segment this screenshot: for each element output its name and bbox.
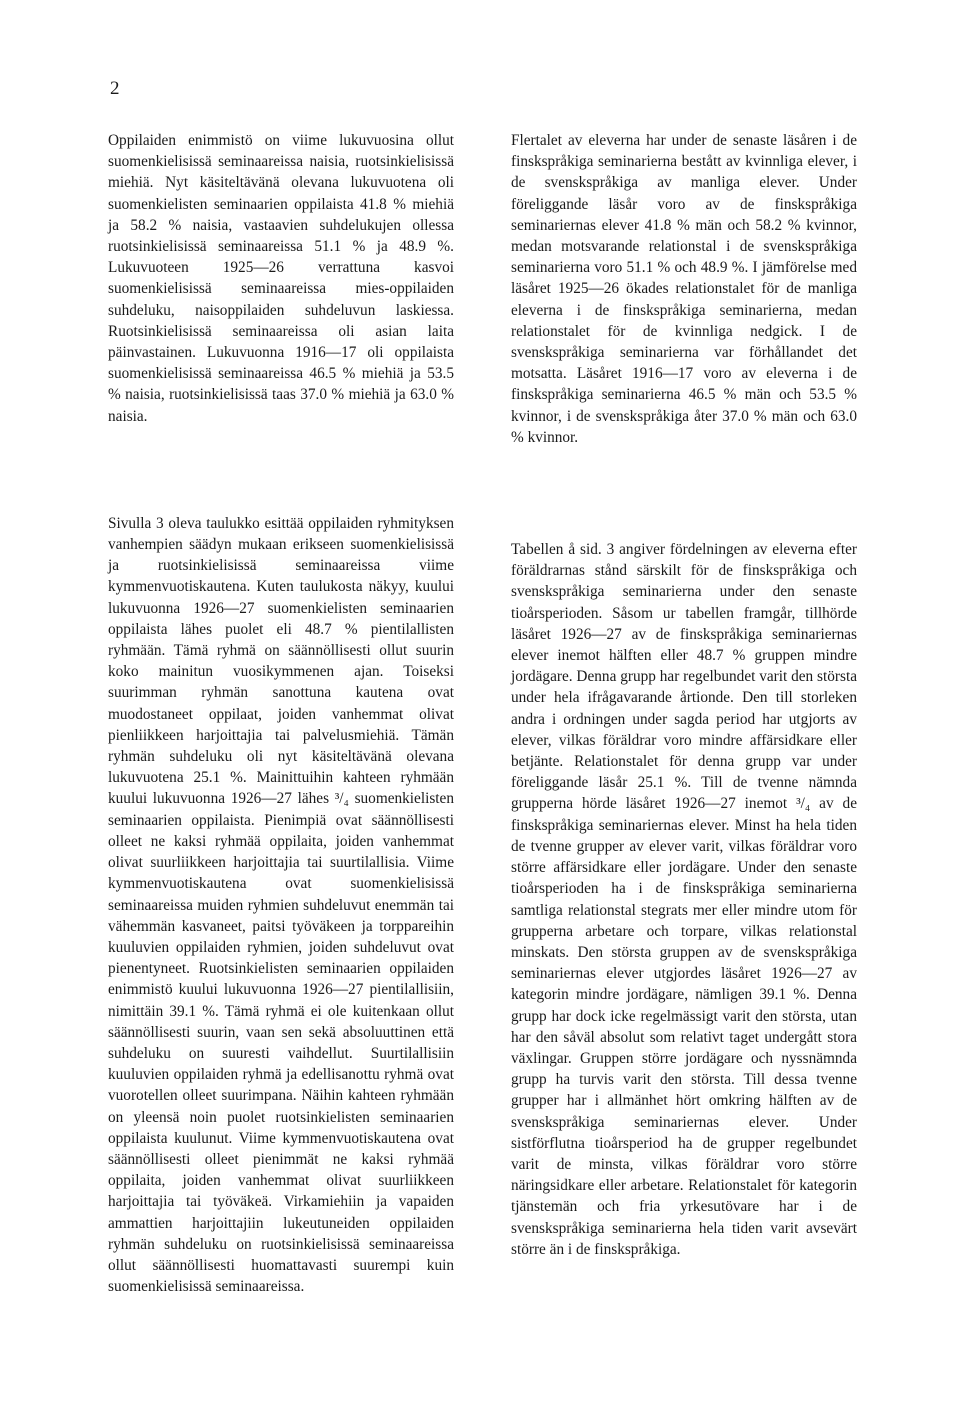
page-number: 2: [110, 78, 120, 99]
finnish-paragraph-gender: Oppilaiden enimmistö on viime lukuvuosina ollut suomenkielisissä seminaareissa naisia, ruotsinkielisissä miehiä. Nyt käsiteltävänä olevana lukuvuotena oli suomenkielisten seminaarien oppilaista 41.8 % miehiä ja 58.2 % naisia, vastaavien suhdelukujen ollessa ruotsinkielisissä seminaareissa 51.1 % ja 48.9 %. Lukuvuoteen 1925—26 verrattuna kasvoi suomenkielisissä seminaareissa mies-oppilaiden suhdeluku, naisoppilaiden suhdeluvun laskiessa. Ruotsinkielisissä seminaareissa oli asian laita päinvastainen. Lukuvuonna 1916—17 oli oppilaista suomenkielisissä seminaareissa 46.5 % miehiä ja 53.5 % naisia, ruotsinkielisissä taas 37.0 % miehiä ja 63.0 % naisia.: [108, 132, 454, 425]
finnish-column: [108, 130, 454, 1297]
paragraph-gap: [511, 448, 857, 539]
finnish-paragraph-parents: Sivulla 3 oleva taulukko esittää oppilaiden ryhmityksen vanhempien säädyn mukaan erikseen suomenkielisissä ja ruotsinkielisissä seminaareissa viime kymmenvuotiskautena. Kuten taulukosta näkyy, kuului lukuvuonna 1926—27 suomenkielisten seminaarien oppilaista lähes puolet eli 48.7 % pientilallisten ryhmään. Tämä ryhmä on säännöllisesti ollut suurin koko mainitun vuosikymmenen ajan. Toiseksi suurimman ryhmän sanottuna kautena ovat muodostaneet oppilaat, joiden vanhemmat olivat pienliikkeen harjoittajia tai palvelusmiehiä. Tämän ryhmän suhdeluku oli nyt käsiteltävänä olevana lukuvuotena 25.1 %. Mainittuihin kahteen ryhmään kuului lukuvuonna 1926—27 lähes ³/₄ suomenkielisten seminaarien oppilaista. Pienimpiä ovat säännöllisesti olleet ne kaksi ryhmää oppilaita, joiden vanhemmat olivat suurliikkeen harjoittajia tai suurtilallisia. Viime kymmenvuotiskautena ovat suomenkielisissä seminaareissa muiden ryhmien suhdeluvut enemmän tai vähemmän kasvaneet, paitsi työväkeen ja torppareihin kuuluvien oppilaiden ryhmien, joiden suhdeluvut ovat pienentyneet. Ruotsinkielisten seminaarien oppilaiden enimmistö kuului lukuvuonna 1926—27 pientilallisiin, nimittäin 39.1 %. Tämä ryhmä ei ole kuitenkaan ollut säännöllisesti suurin, vaan sen sekä absoluuttinen että suhdeluku on suuresti vaihdellut. Suurtilallisiin kuuluvien oppilaiden ryhmä ja edellisanottu ryhmä ovat vuorotellen olleet suurimpana. Näihin kahteen ryhmään on yleensä noin puolet ruotsinkielisten seminaarien oppilaista kuulunut. Viime kymmenvuotiskautena ovat säännöllisesti olleet pienimmät ne kaksi ryhmää oppilaita, joiden vanhemmat olivat suurliikkeen harjoittajia tai työväkeä. Virkamiehiin ja vapaiden ammattien harjoittajiin lukeutuneiden oppilaiden ryhmän suhdeluku on ruotsinkielisissä seminaareissa ollut säännöllisesti huomattavasti suurempi kuin suomenkielisissä seminaareissa.: [108, 514, 454, 1296]
swedish-paragraph-parents: Tabellen å sid. 3 angiver fördelningen av eleverna efter föräldrarnas stånd särskilt för de finskspråkiga och svenskspråkiga seminarierna under den senaste tioårsperioden. Såsom ur tabellen framgår, tillhörde läsåret 1926—27 av de finskspråkiga seminariernas elever inemot hälften eller 48.7 % gruppen mindre jordägare. Denna grupp har regelbundet varit den största under hela ifrågavarande årtionde. Den till storleken andra i ordningen under sagda period har utgjorts av elever, vilkas föräldrar voro mindre affärsidkare eller betjänte. Relationstalet för denna grupp var under föreliggande läsår 25.1 %. Till de tvenne nämnda grupperna hörde läsåret 1926—27 inemot ³/₄ av de finskspråkiga seminariernas elever. Minst ha hela tiden de tvenne grupper av elever varit, vilkas föräldrar voro större affärsidkare eller jordägare. Under den senaste tioårsperioden ha i de finskspråkiga seminarierna samtliga relationstal stegrats mer eller mindre utom för grupperna arbetare och torpare, vilkas relationstal minskats. Den största gruppen av de svenskspråkiga seminariernas elever utgjordes läsåret 1926—27 av kategorin mindre jordägare, nämligen 39.1 %. Denna grupp har dock icke regelmässigt varit den största, utan har den såväl absolut som relativt taget undergått stora växlingar. Gruppen större jordägare och nyssnämnda grupp ha turvis varit den största. Till dessa tvenne grupper har i allmänhet hört omkring hälften av de svenskspråkiga seminariernas elever. Under sistförflutna tioårsperiod ha de grupper regelbundet varit de minsta, vilkas föräldrar voro större näringsidkare eller arbetare. Relationstalet för kategorin tjänstemän och fria yrkesutövare har i de svenskspråkiga seminarierna hela tiden varit avsevärt större än i de finskspråkiga.: [511, 541, 857, 1258]
swedish-column: [511, 130, 857, 1260]
swedish-paragraph-gender: Flertalet av eleverna har under de senaste läsåren i de finskspråkiga seminarierna bestått av kvinnliga elever, i de svenskspråkiga av manliga elever. Under föreliggande läsår voro av de finskspråkiga seminariernas elever 41.8 % män och 58.2 % kvinnor, medan motsvarande relationstal i de svenskspråkiga seminarierna voro 51.1 % och 48.9 %. I jämförelse med läsåret 1925—26 ökades relationstalet för de manliga eleverna i de finskspråkiga seminarierna, medan relationstalet för de kvinnliga nedgick. I de svenskspråkiga seminarierna var förhållandet det motsatta. Läsåret 1916—17 voro av eleverna i de finskspråkiga seminarierna 46.5 % män och 53.5 % kvinnor, i de svenskspråkiga åter 37.0 % män och 63.0 % kvinnor.: [511, 132, 857, 446]
paragraph-gap: [108, 427, 454, 513]
